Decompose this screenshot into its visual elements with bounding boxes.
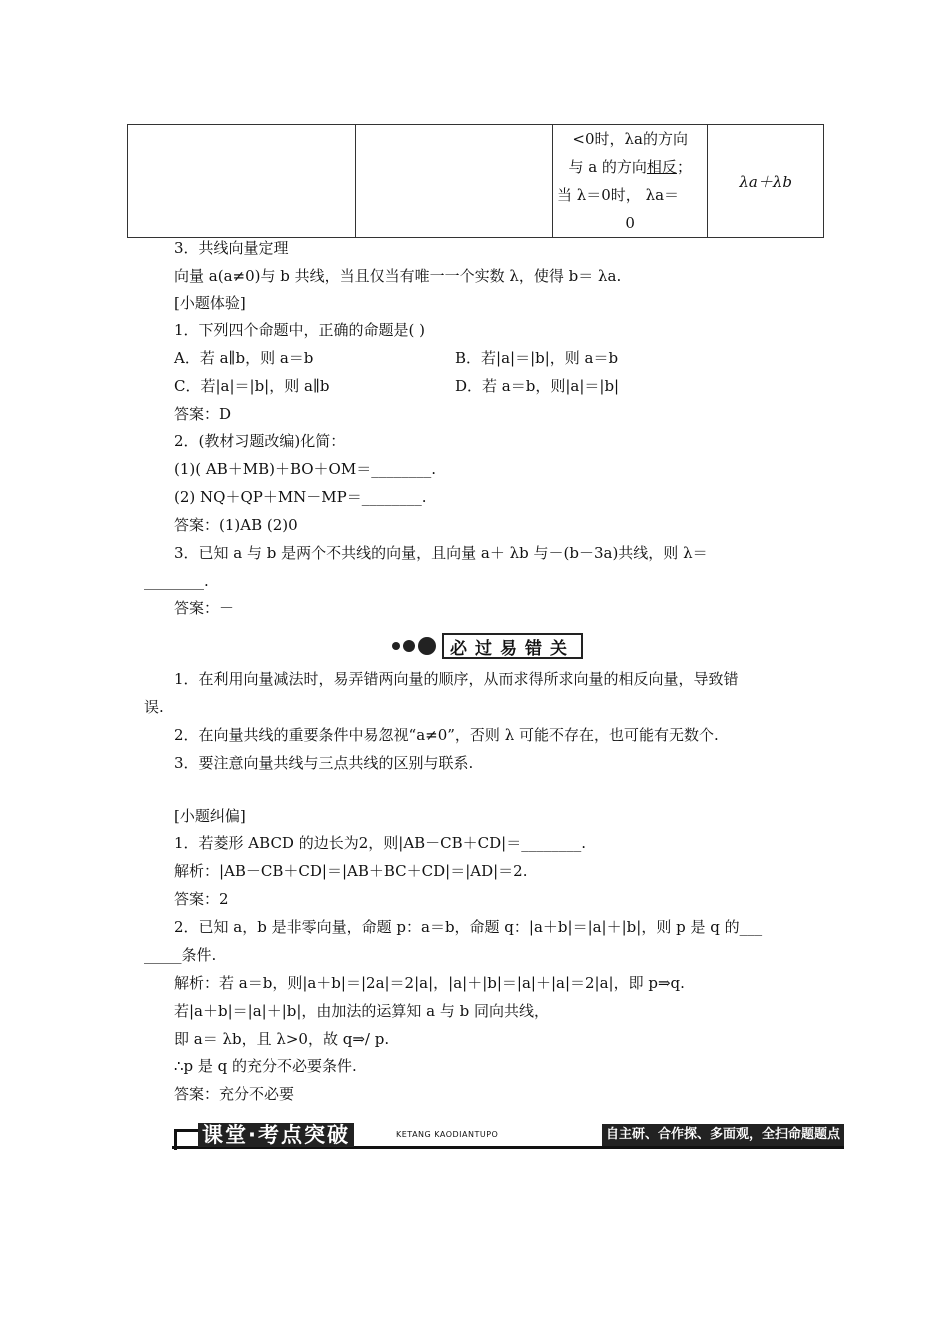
banner-title: 必过易错关 bbox=[442, 633, 583, 659]
solution: 即 a＝ λb，且 λ>0，故 q⇒/ p. bbox=[174, 1030, 390, 1048]
answer: 答案：(1)AB (2)0 bbox=[174, 516, 298, 534]
question: 2．已知 a，b 是非零向量，命题 p：a＝b，命题 q：|a＋b|＝|a|＋|b|，则 p 是 q 的___ bbox=[174, 918, 763, 936]
banner-tagline: 自主研、合作探、多面观，全扫命题题点 bbox=[602, 1124, 844, 1146]
option-d: D．若 a＝b，则|a|＝|b| bbox=[455, 377, 620, 395]
solution: 解析：若 a＝b，则|a＋b|＝|2a|＝2|a|，|a|＋|b|＝|a|＋|a|＝2|a|，即 p⇒q. bbox=[174, 974, 685, 992]
question: 3．已知 a 与 b 是两个不共线的向量，且向量 a＋ λb 与－(b－3a)共线，则 λ＝ bbox=[174, 544, 708, 562]
question: 1．下列四个命题中，正确的命题是( ) bbox=[174, 321, 426, 339]
banner-title: 课堂·考点突破 bbox=[198, 1123, 354, 1147]
table-row bbox=[128, 125, 824, 238]
table-cell-formula: λa＋λb bbox=[708, 125, 824, 238]
section-banner-classroom bbox=[172, 1123, 844, 1149]
table-cell-direction bbox=[552, 125, 707, 238]
table-cell-empty bbox=[355, 125, 552, 238]
summary-table bbox=[127, 124, 824, 238]
solution: 若|a＋b|＝|a|＋|b|，由加法的运算知 a 与 b 同向共线， bbox=[174, 1002, 550, 1020]
answer: 答案：充分不必要 bbox=[174, 1085, 295, 1103]
table-cell-empty bbox=[128, 125, 356, 238]
paragraph: 3．要注意向量共线与三点共线的区别与联系. bbox=[174, 754, 474, 772]
question-blank: ________. bbox=[144, 572, 209, 590]
underlined-word: 相反 bbox=[646, 158, 677, 176]
dot-icon bbox=[403, 640, 415, 652]
cell-text: 0 bbox=[625, 214, 635, 232]
cell-text: 当 λ＝0时， λa＝ bbox=[556, 186, 680, 204]
cell-text: 与 a 的方向 bbox=[568, 158, 647, 176]
cell-text: ； bbox=[676, 158, 692, 176]
subheading: [小题体验] bbox=[174, 294, 246, 312]
question: 2．(教材习题改编)化简： bbox=[174, 432, 346, 450]
section-heading: 3．共线向量定理 bbox=[174, 239, 289, 257]
dot-icon bbox=[418, 637, 436, 655]
solution: 解析：|AB－CB＋CD|＝|AB＋BC＋CD|＝|AD|＝2. bbox=[174, 862, 528, 880]
answer: 答案：－ bbox=[174, 599, 235, 617]
sub-question: (1)( AB＋MB)＋BO＋OM＝________. bbox=[174, 460, 436, 478]
question: 1．若菱形 ABCD 的边长为2，则|AB－CB＋CD|＝________. bbox=[174, 834, 586, 852]
banner-subtitle-en: KETANG KAODIANTUPO bbox=[396, 1130, 499, 1139]
subheading: [小题纠偏] bbox=[174, 807, 246, 825]
option-a: A．若 a∥b，则 a＝b bbox=[174, 349, 314, 367]
answer: 答案：D bbox=[174, 405, 232, 423]
solution: ∴p 是 q 的充分不必要条件. bbox=[174, 1057, 357, 1075]
paragraph: 误. bbox=[144, 698, 164, 716]
dot-icon bbox=[392, 642, 400, 650]
paragraph: 向量 a(a≠0)与 b 共线，当且仅当有唯一一个实数 λ，使得 b＝ λa. bbox=[174, 267, 622, 285]
option-b: B．若|a|＝|b|，则 a＝b bbox=[455, 349, 619, 367]
section-banner-mistakes bbox=[392, 633, 583, 659]
option-c: C．若|a|＝|b|，则 a∥b bbox=[174, 377, 330, 395]
paragraph: 1．在利用向量减法时，易弄错两向量的顺序，从而求得所求向量的相反向量，导致错 bbox=[174, 670, 739, 688]
cell-text-line bbox=[557, 153, 703, 181]
answer: 答案：2 bbox=[174, 890, 229, 908]
paragraph: 2．在向量共线的重要条件中易忽视“a≠0”，否则 λ 可能不存在，也可能有无数个. bbox=[174, 726, 719, 744]
question-blank: _____条件. bbox=[144, 946, 217, 964]
sub-question: (2) NQ＋QP＋MN－MP＝________. bbox=[174, 488, 427, 506]
cell-text: <0时，λa的方向 bbox=[572, 130, 688, 148]
